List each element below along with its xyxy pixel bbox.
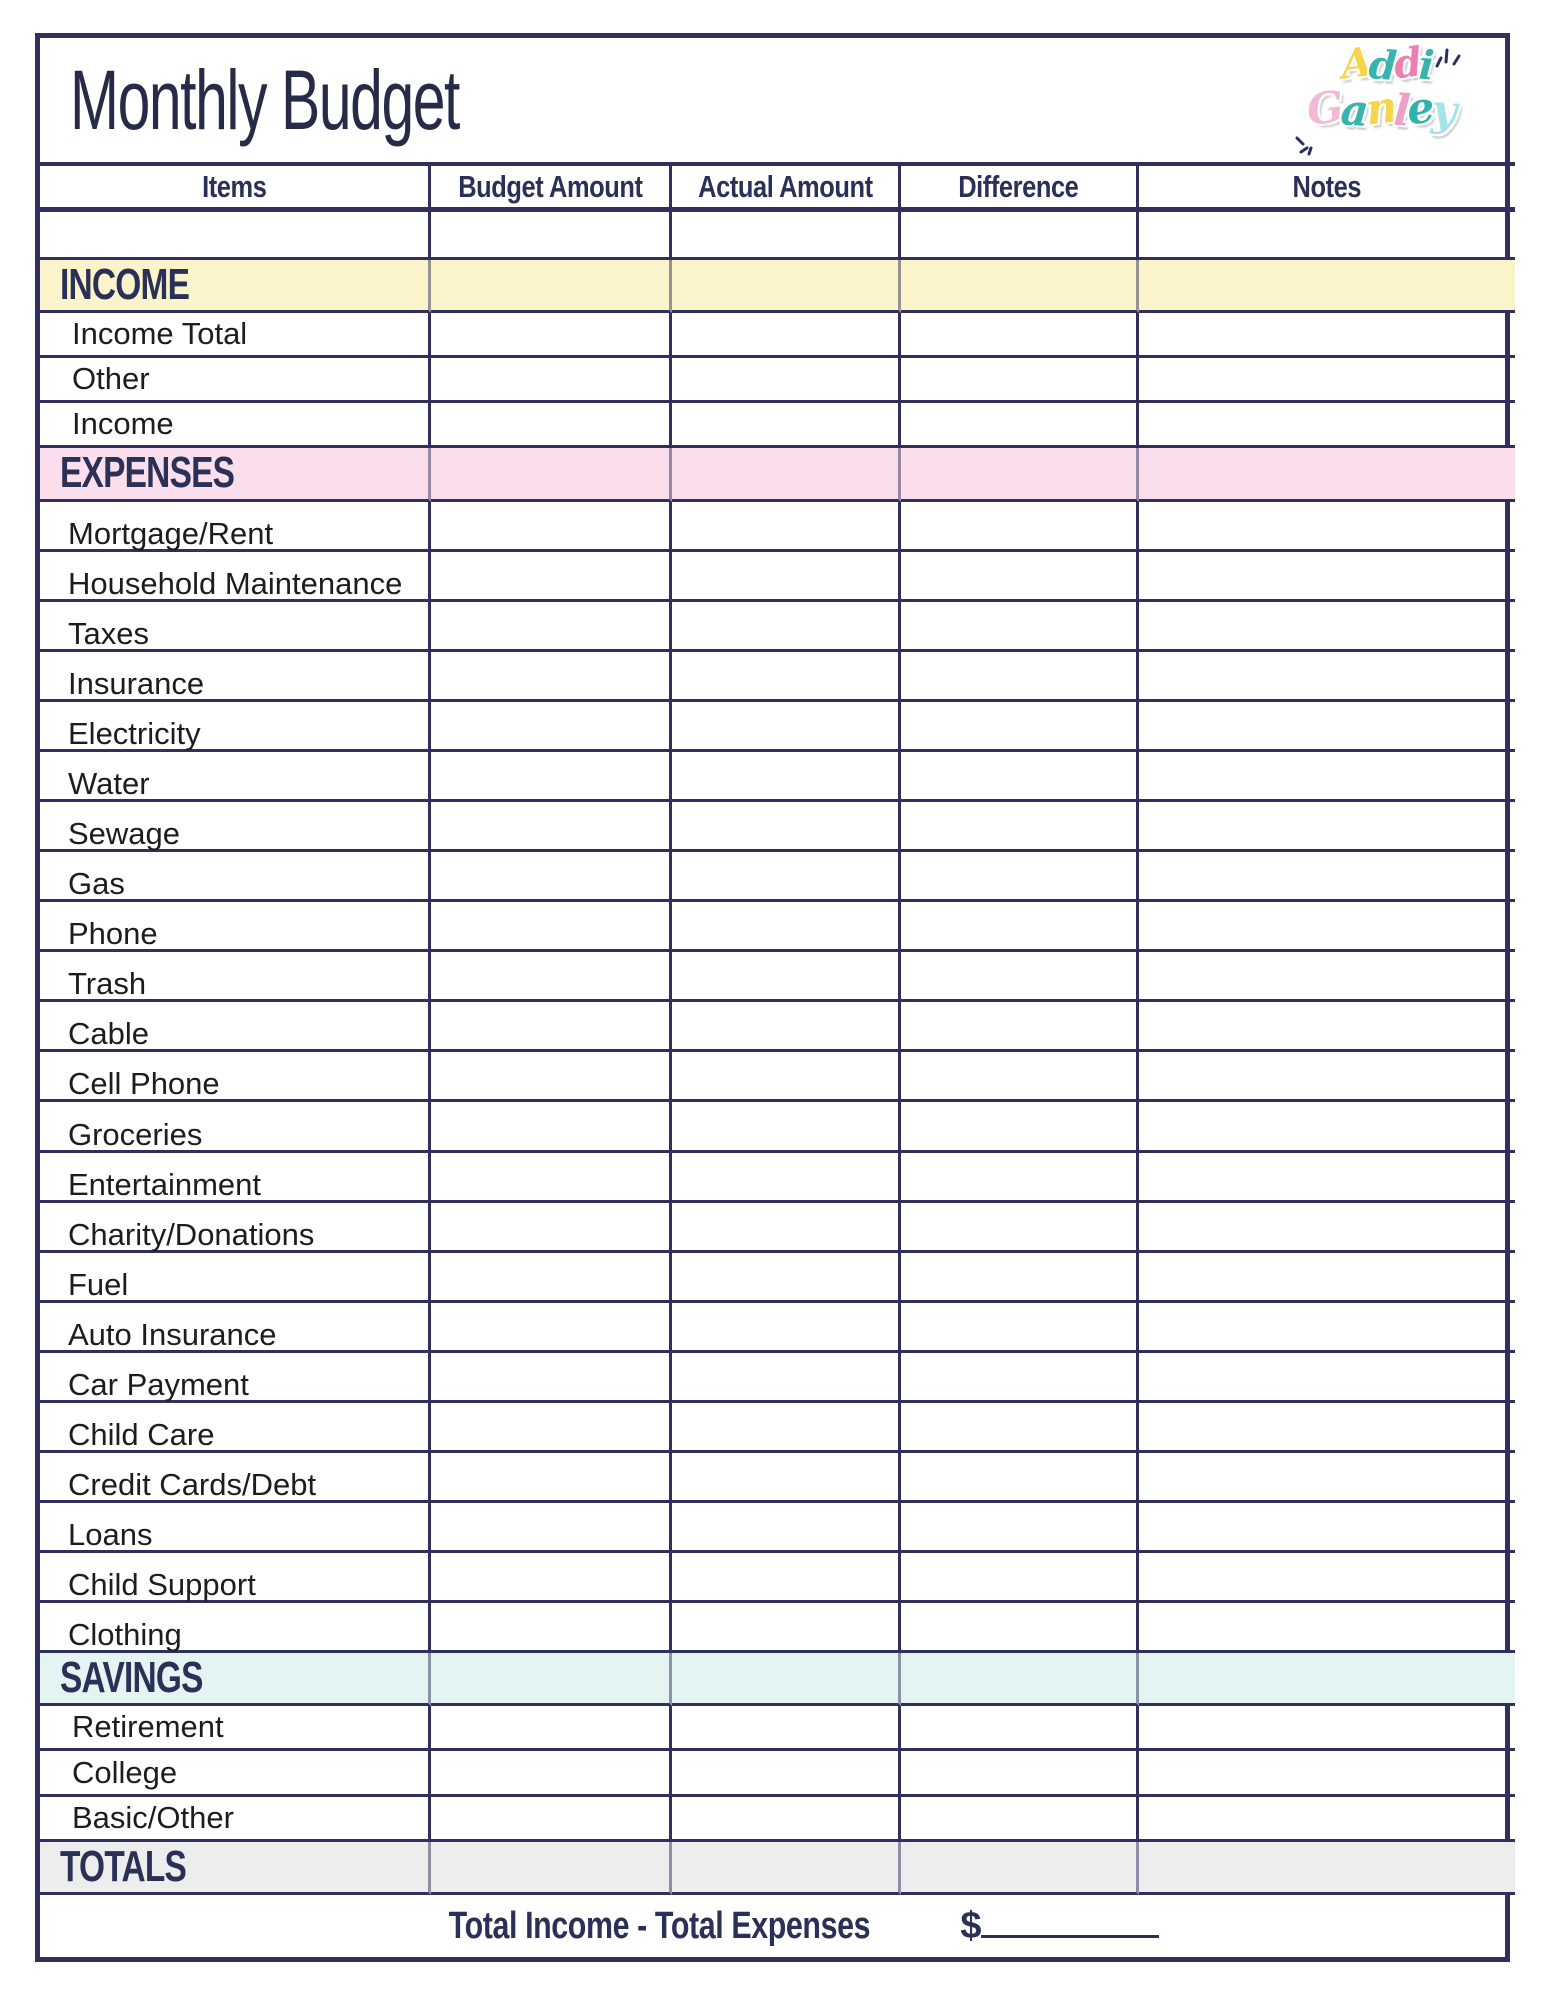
item-row <box>40 1253 1515 1303</box>
cell-budget-amount[interactable] <box>431 1751 672 1796</box>
item-label: Charity/Donations <box>68 1216 315 1252</box>
item-label: Mortgage/Rent <box>68 515 274 551</box>
item-label: Cell Phone <box>68 1066 220 1102</box>
item-row <box>40 313 1515 358</box>
item-row <box>40 652 1515 702</box>
cell-budget-amount[interactable] <box>431 752 672 802</box>
cell-actual-amount <box>672 1842 901 1895</box>
item-label-cell <box>40 702 431 752</box>
item-row <box>40 1553 1515 1603</box>
item-row <box>40 852 1515 902</box>
item-row <box>40 752 1515 802</box>
item-label-cell <box>40 1797 431 1842</box>
cell-budget-amount[interactable] <box>431 1253 672 1303</box>
cell-difference[interactable] <box>901 1203 1139 1253</box>
cell-actual-amount[interactable] <box>672 802 901 852</box>
summary-cell <box>40 1895 1515 1957</box>
cell-notes[interactable] <box>1139 902 1515 952</box>
cell-notes[interactable] <box>1139 1052 1515 1102</box>
cell-actual-amount[interactable] <box>672 952 901 1002</box>
column-header-actual-amount: Actual Amount <box>672 166 901 212</box>
cell-difference[interactable] <box>901 1797 1139 1842</box>
cell-notes[interactable] <box>1139 1751 1515 1796</box>
item-row <box>40 1303 1515 1353</box>
item-label: Water <box>68 765 150 801</box>
cell-actual-amount[interactable] <box>672 602 901 652</box>
budget-table-body <box>40 212 1515 1895</box>
cell-actual-amount <box>672 1653 901 1706</box>
cell-actual-amount[interactable] <box>672 1253 901 1303</box>
cell-actual-amount[interactable] <box>672 1353 901 1403</box>
cell-notes <box>1139 448 1515 501</box>
logo-letter: G <box>1304 82 1344 136</box>
item-label: Phone <box>68 916 158 952</box>
cell-budget-amount <box>431 260 672 313</box>
logo-letter: y <box>1429 85 1456 137</box>
section-row-totals <box>40 1842 1515 1895</box>
item-label-cell <box>40 1603 431 1653</box>
cell-budget-amount[interactable] <box>431 1553 672 1603</box>
cell-notes[interactable] <box>1139 1253 1515 1303</box>
cell-notes[interactable] <box>1139 1353 1515 1403</box>
summary-formula-label: Total Income - Total Expenses <box>448 1904 870 1947</box>
item-label-cell <box>40 1403 431 1453</box>
cell-actual-amount[interactable] <box>672 1503 901 1553</box>
cell-notes[interactable] <box>1139 358 1515 403</box>
cell-actual-amount[interactable] <box>672 1706 901 1751</box>
item-label-cell <box>40 1353 431 1403</box>
cell-actual-amount[interactable] <box>672 1797 901 1842</box>
item-row <box>40 1503 1515 1553</box>
cell-notes <box>1139 260 1515 313</box>
budget-table <box>40 38 1515 1957</box>
cell-difference <box>901 1653 1139 1706</box>
item-label-cell <box>40 802 431 852</box>
item-label-cell <box>40 1002 431 1052</box>
cell-difference[interactable] <box>901 802 1139 852</box>
item-label: Income Total <box>72 316 248 352</box>
item-label-cell <box>40 313 431 358</box>
cell-notes[interactable] <box>1139 552 1515 602</box>
cell-notes[interactable] <box>1139 702 1515 752</box>
item-label: Clothing <box>68 1617 182 1653</box>
item-label: Retirement <box>72 1709 224 1745</box>
cell-budget-amount[interactable] <box>431 1153 672 1203</box>
cell-budget-amount[interactable] <box>431 902 672 952</box>
cell-actual-amount[interactable] <box>672 212 901 260</box>
title-row <box>40 38 1515 166</box>
item-label-cell <box>40 212 431 260</box>
cell-actual-amount[interactable] <box>672 852 901 902</box>
cell-actual-amount[interactable] <box>672 552 901 602</box>
item-label: Child Support <box>68 1567 256 1603</box>
blank-row <box>40 212 1515 260</box>
cell-difference[interactable] <box>901 358 1139 403</box>
item-row <box>40 1706 1515 1751</box>
page-title: Monthly Budget <box>70 52 459 147</box>
title-cell <box>40 38 1515 166</box>
cell-actual-amount[interactable] <box>672 313 901 358</box>
cell-notes <box>1139 1653 1515 1706</box>
item-label-cell <box>40 1453 431 1503</box>
cell-notes <box>1139 1842 1515 1895</box>
item-row <box>40 1453 1515 1503</box>
item-label-cell <box>40 1303 431 1353</box>
item-label-cell <box>40 652 431 702</box>
cell-budget-amount[interactable] <box>431 1603 672 1653</box>
item-label: Income <box>72 406 174 442</box>
item-label: Trash <box>68 966 147 1002</box>
column-header-notes: Notes <box>1139 166 1515 212</box>
item-label-cell <box>40 1503 431 1553</box>
cell-budget-amount[interactable] <box>431 358 672 403</box>
brand-logo <box>1304 38 1467 160</box>
cell-difference[interactable] <box>901 1052 1139 1102</box>
cell-actual-amount[interactable] <box>672 1203 901 1253</box>
cell-notes[interactable] <box>1139 212 1515 260</box>
cell-actual-amount[interactable] <box>672 1303 901 1353</box>
cell-actual-amount[interactable] <box>672 752 901 802</box>
item-row <box>40 952 1515 1002</box>
item-label-cell <box>40 1553 431 1603</box>
item-label: Loans <box>68 1517 153 1553</box>
item-row <box>40 1002 1515 1052</box>
cell-actual-amount[interactable] <box>672 1453 901 1503</box>
cell-budget-amount[interactable] <box>431 1052 672 1102</box>
logo-letter: d <box>1391 38 1422 89</box>
cell-budget-amount[interactable] <box>431 212 672 260</box>
cell-notes[interactable] <box>1139 952 1515 1002</box>
logo-letter: n <box>1362 82 1397 136</box>
section-row-expenses <box>40 448 1515 501</box>
item-label-cell <box>40 358 431 403</box>
cell-notes[interactable] <box>1139 1706 1515 1751</box>
cell-budget-amount[interactable] <box>431 1353 672 1403</box>
cell-budget-amount[interactable] <box>431 1706 672 1751</box>
item-row <box>40 1353 1515 1403</box>
cell-budget-amount[interactable] <box>431 552 672 602</box>
item-label: Entertainment <box>68 1166 261 1202</box>
cell-budget-amount[interactable] <box>431 1102 672 1152</box>
item-row <box>40 1603 1515 1653</box>
cell-difference[interactable] <box>901 752 1139 802</box>
item-row <box>40 702 1515 752</box>
summary-row <box>40 1895 1515 1957</box>
cell-difference[interactable] <box>901 1303 1139 1353</box>
cell-notes[interactable] <box>1139 1102 1515 1152</box>
cell-difference[interactable] <box>901 1353 1139 1403</box>
cell-actual-amount[interactable] <box>672 1751 901 1796</box>
cell-difference[interactable] <box>901 1706 1139 1751</box>
cell-budget-amount[interactable] <box>431 852 672 902</box>
summary-amount-blank[interactable] <box>981 1905 1159 1938</box>
cell-difference[interactable] <box>901 1453 1139 1503</box>
column-header-row <box>40 166 1515 212</box>
item-row <box>40 358 1515 403</box>
section-row-savings <box>40 1653 1515 1706</box>
item-label: Electricity <box>68 715 201 751</box>
cell-budget-amount[interactable] <box>431 702 672 752</box>
item-label-cell <box>40 752 431 802</box>
section-title: SAVINGS <box>60 1653 203 1703</box>
cell-difference <box>901 448 1139 501</box>
cell-notes[interactable] <box>1139 602 1515 652</box>
cell-difference[interactable] <box>901 952 1139 1002</box>
cell-budget-amount[interactable] <box>431 1453 672 1503</box>
cell-notes[interactable] <box>1139 1603 1515 1653</box>
cell-actual-amount[interactable] <box>672 1403 901 1453</box>
cell-difference[interactable] <box>901 1253 1139 1303</box>
item-label-cell <box>40 902 431 952</box>
cell-notes[interactable] <box>1139 1153 1515 1203</box>
cell-notes[interactable] <box>1139 652 1515 702</box>
item-label-cell <box>40 1706 431 1751</box>
item-row <box>40 902 1515 952</box>
item-row <box>40 1052 1515 1102</box>
item-label-cell <box>40 1153 431 1203</box>
item-label-cell <box>40 502 431 552</box>
currency-symbol: $ <box>960 1904 982 1947</box>
cell-difference[interactable] <box>901 552 1139 602</box>
cell-actual-amount[interactable] <box>672 1153 901 1203</box>
cell-actual-amount[interactable] <box>672 502 901 552</box>
cell-actual-amount[interactable] <box>672 1102 901 1152</box>
item-label-cell <box>40 552 431 602</box>
item-row <box>40 1797 1515 1842</box>
cell-difference[interactable] <box>901 1553 1139 1603</box>
cell-budget-amount[interactable] <box>431 652 672 702</box>
sparkle-icon <box>1431 44 1461 70</box>
cell-notes[interactable] <box>1139 802 1515 852</box>
logo-line2 <box>1304 82 1467 141</box>
item-label: Sewage <box>68 816 181 852</box>
cell-difference[interactable] <box>901 1002 1139 1052</box>
cell-notes[interactable] <box>1139 1797 1515 1842</box>
item-row <box>40 1403 1515 1453</box>
cell-budget-amount[interactable] <box>431 502 672 552</box>
item-label: Insurance <box>68 665 205 701</box>
item-row <box>40 1153 1515 1203</box>
item-label-cell <box>40 952 431 1002</box>
item-label-cell <box>40 602 431 652</box>
cell-notes[interactable] <box>1139 313 1515 358</box>
section-label-cell <box>40 260 431 313</box>
cell-notes[interactable] <box>1139 1203 1515 1253</box>
cell-budget-amount[interactable] <box>431 952 672 1002</box>
item-label: Household Maintenance <box>68 565 403 601</box>
section-label-cell <box>40 1653 431 1706</box>
section-label-cell <box>40 1842 431 1895</box>
cell-notes[interactable] <box>1139 1503 1515 1553</box>
cell-difference[interactable] <box>901 902 1139 952</box>
cell-difference <box>901 1842 1139 1895</box>
cell-difference[interactable] <box>901 852 1139 902</box>
section-title: INCOME <box>60 260 190 310</box>
cell-difference[interactable] <box>901 602 1139 652</box>
section-row-income <box>40 260 1515 313</box>
item-row <box>40 1203 1515 1253</box>
cell-notes[interactable] <box>1139 1553 1515 1603</box>
cell-difference[interactable] <box>901 1503 1139 1553</box>
item-label-cell <box>40 1253 431 1303</box>
section-title: TOTALS <box>60 1841 187 1891</box>
item-label: Groceries <box>68 1116 203 1152</box>
item-label: Other <box>72 361 150 397</box>
cell-difference[interactable] <box>901 1403 1139 1453</box>
cell-actual-amount[interactable] <box>672 1553 901 1603</box>
cell-difference[interactable] <box>901 1102 1139 1152</box>
cell-notes[interactable] <box>1139 403 1515 448</box>
column-header-difference: Difference <box>901 166 1139 212</box>
cell-budget-amount[interactable] <box>431 1203 672 1253</box>
cell-budget-amount[interactable] <box>431 1303 672 1353</box>
item-label: Fuel <box>68 1266 129 1302</box>
cell-difference[interactable] <box>901 1153 1139 1203</box>
item-label-cell <box>40 403 431 448</box>
cell-budget-amount[interactable] <box>431 1503 672 1553</box>
item-row <box>40 1102 1515 1152</box>
item-row <box>40 403 1515 448</box>
item-label: Car Payment <box>68 1366 249 1402</box>
item-label: Basic/Other <box>72 1799 234 1835</box>
logo-letter: a <box>1338 85 1368 137</box>
item-label-cell <box>40 852 431 902</box>
logo-letter: l <box>1392 85 1409 137</box>
item-row <box>40 552 1515 602</box>
item-row <box>40 802 1515 852</box>
item-label-cell <box>40 1203 431 1253</box>
item-label: Auto Insurance <box>68 1316 277 1352</box>
cell-budget-amount[interactable] <box>431 403 672 448</box>
cell-notes[interactable] <box>1139 752 1515 802</box>
section-label-cell <box>40 448 431 501</box>
sparkle-icon <box>1293 130 1323 156</box>
cell-difference[interactable] <box>901 212 1139 260</box>
cell-difference[interactable] <box>901 1751 1139 1796</box>
logo-letter: d <box>1367 41 1396 90</box>
budget-sheet <box>35 33 1510 1962</box>
cell-actual-amount[interactable] <box>672 702 901 752</box>
logo-letter: e <box>1404 82 1435 136</box>
item-row <box>40 602 1515 652</box>
logo-letter: i <box>1417 41 1433 90</box>
item-label: Cable <box>68 1016 149 1052</box>
cell-budget-amount <box>431 1842 672 1895</box>
cell-notes[interactable] <box>1139 1453 1515 1503</box>
item-label: Child Care <box>68 1416 215 1452</box>
cell-actual-amount <box>672 448 901 501</box>
cell-actual-amount[interactable] <box>672 1002 901 1052</box>
cell-budget-amount[interactable] <box>431 1002 672 1052</box>
cell-actual-amount[interactable] <box>672 1052 901 1102</box>
cell-actual-amount[interactable] <box>672 403 901 448</box>
cell-notes[interactable] <box>1139 1002 1515 1052</box>
item-row <box>40 1751 1515 1796</box>
cell-budget-amount[interactable] <box>431 602 672 652</box>
cell-budget-amount[interactable] <box>431 313 672 358</box>
section-title: EXPENSES <box>60 448 235 498</box>
cell-budget-amount <box>431 1653 672 1706</box>
cell-actual-amount[interactable] <box>672 1603 901 1653</box>
cell-difference[interactable] <box>901 313 1139 358</box>
item-label-cell <box>40 1102 431 1152</box>
item-label: Credit Cards/Debt <box>68 1467 317 1503</box>
cell-actual-amount[interactable] <box>672 902 901 952</box>
cell-difference[interactable] <box>901 702 1139 752</box>
cell-difference[interactable] <box>901 502 1139 552</box>
cell-notes[interactable] <box>1139 502 1515 552</box>
cell-difference[interactable] <box>901 1603 1139 1653</box>
item-label-cell <box>40 1052 431 1102</box>
logo-letter: A <box>1338 38 1372 89</box>
item-label: Taxes <box>68 615 149 651</box>
cell-budget-amount[interactable] <box>431 1403 672 1453</box>
cell-actual-amount[interactable] <box>672 358 901 403</box>
cell-budget-amount <box>431 448 672 501</box>
cell-budget-amount[interactable] <box>431 1797 672 1842</box>
cell-actual-amount <box>672 260 901 313</box>
column-header-budget-amount: Budget Amount <box>431 166 672 212</box>
cell-budget-amount[interactable] <box>431 802 672 852</box>
item-label-cell <box>40 1751 431 1796</box>
column-header-items: Items <box>40 166 431 212</box>
cell-notes[interactable] <box>1139 1303 1515 1353</box>
cell-actual-amount[interactable] <box>672 652 901 702</box>
item-label: Gas <box>68 866 125 902</box>
cell-difference <box>901 260 1139 313</box>
item-label: College <box>72 1754 178 1790</box>
cell-difference[interactable] <box>901 403 1139 448</box>
cell-notes[interactable] <box>1139 852 1515 902</box>
item-row <box>40 502 1515 552</box>
cell-difference[interactable] <box>901 652 1139 702</box>
cell-notes[interactable] <box>1139 1403 1515 1453</box>
